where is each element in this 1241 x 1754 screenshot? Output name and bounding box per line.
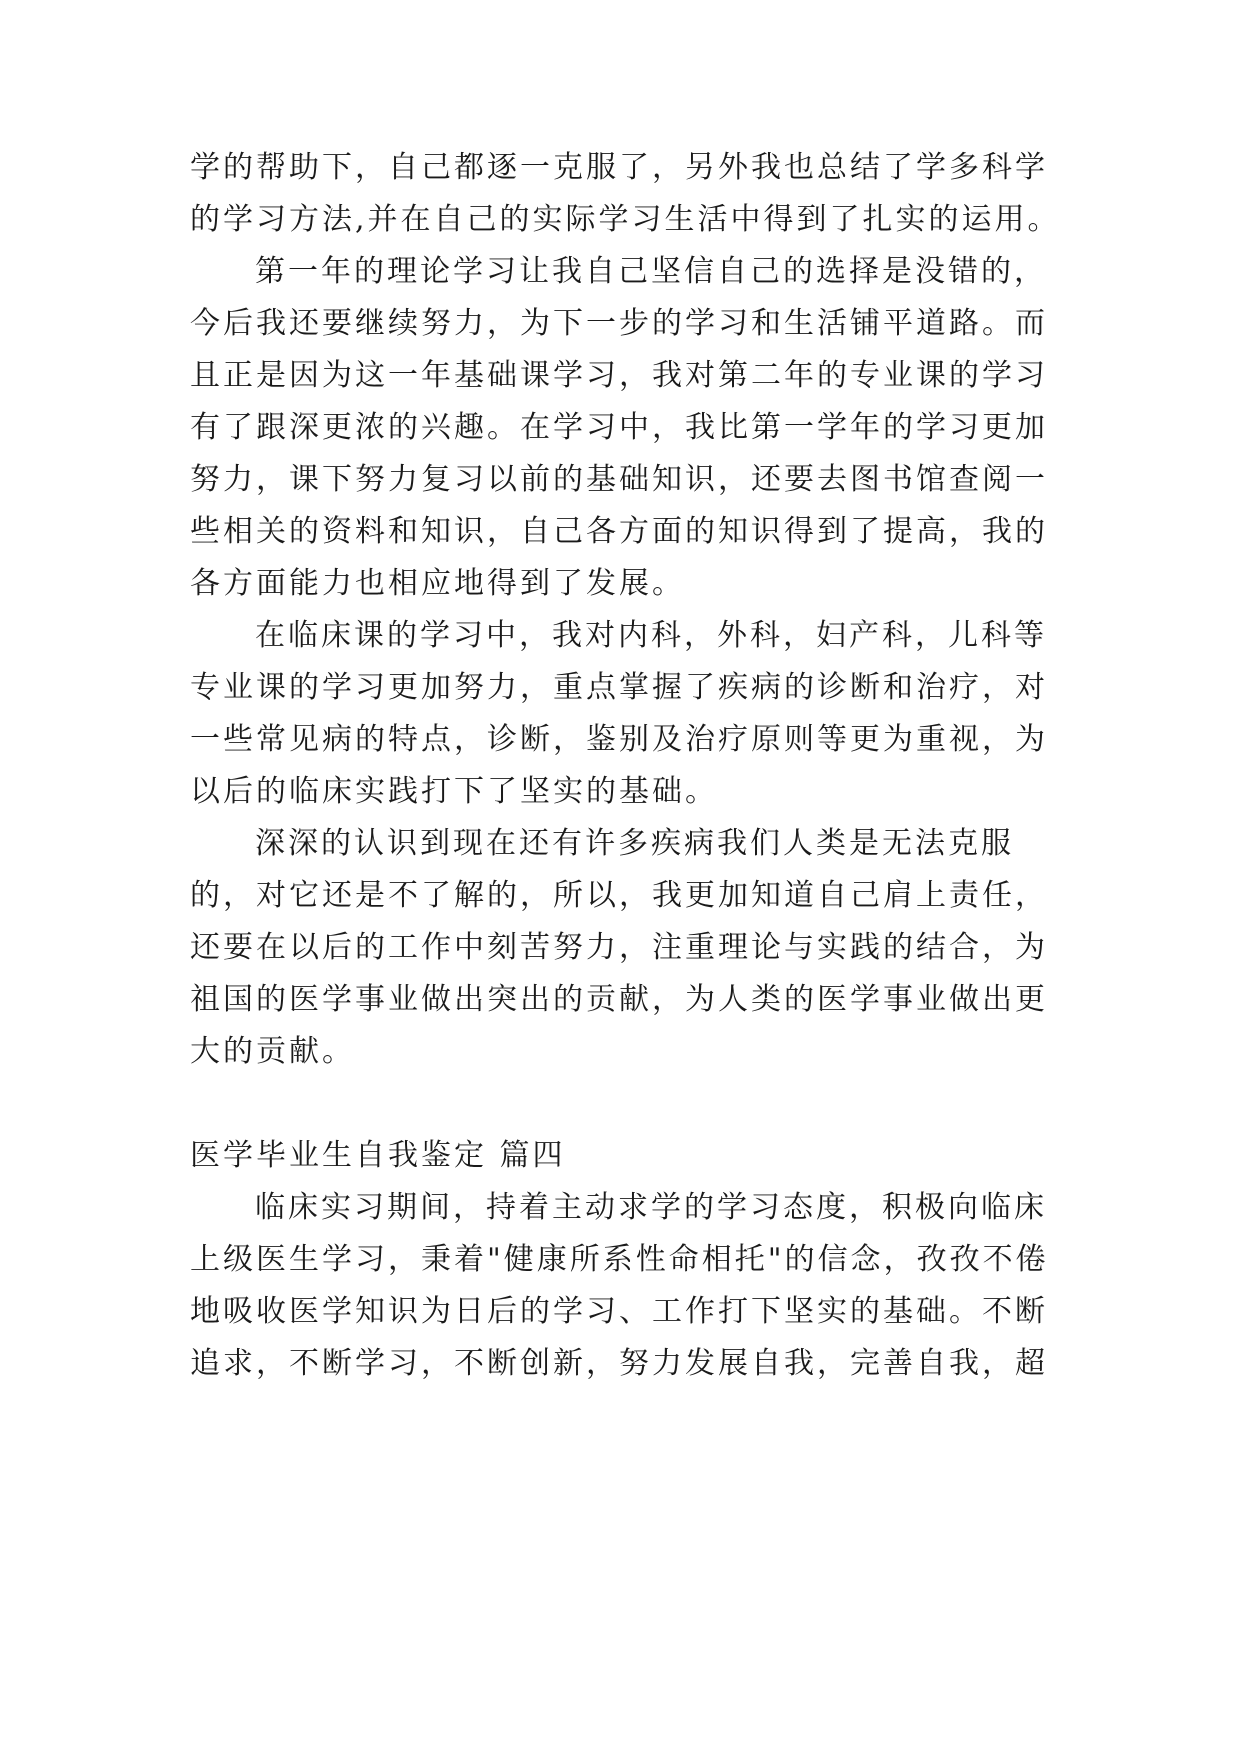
paragraph-line: 专业课的学习更加努力，重点掌握了疾病的诊断和治疗，对 <box>190 670 1048 705</box>
paragraph-line: 的，对它还是不了解的，所以，我更加知道自己肩上责任， <box>190 878 1048 913</box>
paragraph-line: 一些常见病的特点，诊断，鉴别及治疗原则等更为重视，为 <box>190 722 1048 757</box>
paragraph-line: 深深的认识到现在还有许多疾病我们人类是无法克服 <box>255 826 1014 861</box>
paragraph-line: 祖国的医学事业做出突出的贡献，为人类的医学事业做出更 <box>190 982 1048 1017</box>
paragraph-line: 上级医生学习，秉着"健康所系性命相托"的信念，孜孜不倦 <box>190 1242 1049 1277</box>
paragraph-line: 学的帮助下，自己都逐一克服了，另外我也总结了学多科学 <box>190 150 1048 185</box>
paragraph-line: 在临床课的学习中，我对内科，外科，妇产科，儿科等 <box>255 618 1047 653</box>
section-heading: 医学毕业生自我鉴定 篇四 <box>190 1138 566 1173</box>
paragraph-line: 第一年的理论学习让我自己坚信自己的选择是没错的， <box>255 254 1047 289</box>
paragraph-line: 些相关的资料和知识，自己各方面的知识得到了提高，我的 <box>190 514 1048 549</box>
paragraph-line: 努力，课下努力复习以前的基础知识，还要去图书馆查阅一 <box>190 462 1048 497</box>
paragraph-line: 地吸收医学知识为日后的学习、工作打下坚实的基础。不断 <box>190 1294 1048 1329</box>
paragraph-line: 且正是因为这一年基础课学习，我对第二年的专业课的学习 <box>190 358 1048 393</box>
paragraph-line: 以后的临床实践打下了坚实的基础。 <box>190 774 718 809</box>
paragraph-line: 有了跟深更浓的兴趣。在学习中，我比第一学年的学习更加 <box>190 410 1048 445</box>
paragraph-line: 今后我还要继续努力，为下一步的学习和生活铺平道路。而 <box>190 306 1048 341</box>
paragraph-line: 大的贡献。 <box>190 1034 355 1069</box>
paragraph-line: 追求，不断学习，不断创新，努力发展自我，完善自我，超 <box>190 1346 1048 1381</box>
paragraph-line: 的学习方法,并在自己的实际学习生活中得到了扎实的运用。 <box>190 202 1061 237</box>
paragraph-line: 各方面能力也相应地得到了发展。 <box>190 566 685 601</box>
paragraph-line: 还要在以后的工作中刻苦努力，注重理论与实践的结合，为 <box>190 930 1048 965</box>
paragraph-line: 临床实习期间，持着主动求学的学习态度，积极向临床 <box>255 1190 1047 1225</box>
